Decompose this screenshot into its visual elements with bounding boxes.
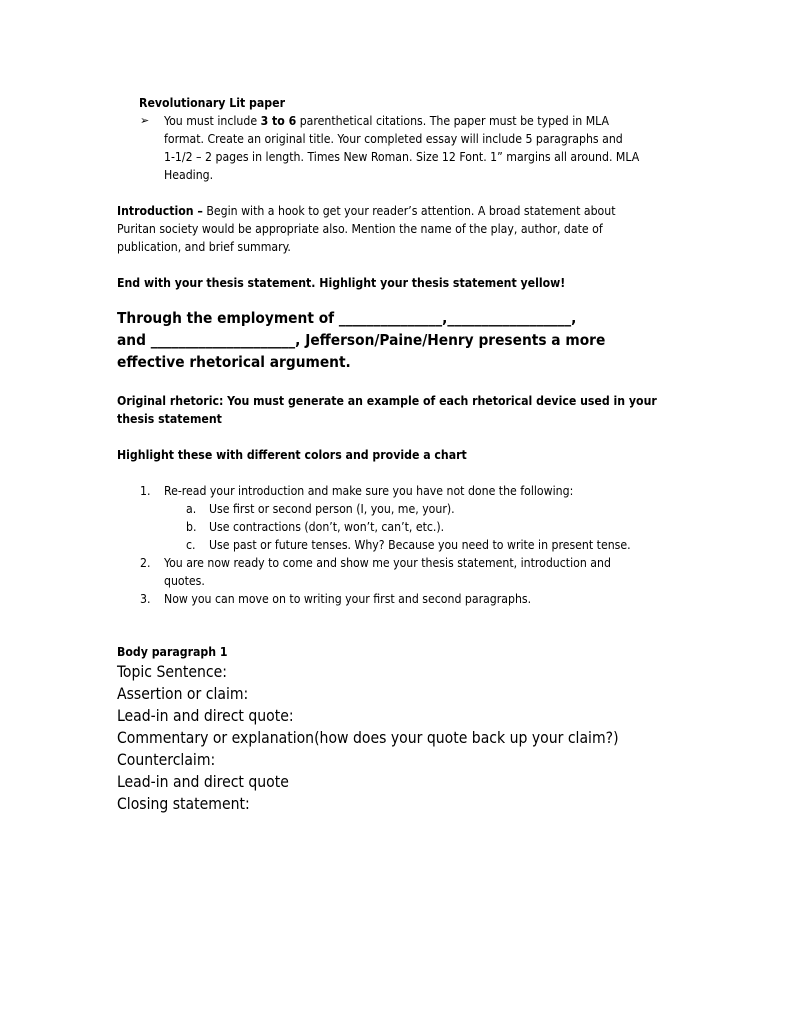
step-text-2-cont: quotes.: [164, 574, 205, 588]
original-rhetoric: [117, 392, 697, 428]
step-text-1: Re-read your introduction and make sure you have not done the following:: [164, 484, 574, 498]
introduction-line-2: Puritan society would be appropriate also. Mention the name of the play, author, date of: [117, 222, 603, 236]
highlight-instruction: Highlight these with different colors and provide a chart: [117, 448, 467, 462]
original-rhetoric-line-1: Original rhetoric: You must generate an example of each rhetorical device used in your: [117, 394, 657, 408]
outline-topic-sentence: Topic Sentence:: [117, 663, 228, 681]
step-text-3: Now you can move on to writing your first and second paragraphs.: [164, 592, 532, 606]
thesis-line-3: effective rhetorical argument.: [117, 353, 351, 371]
requirements-text-2: parenthetical citations. The paper must be typed in MLA: [296, 114, 610, 128]
introduction-block: [117, 202, 697, 256]
introduction-line-1: [117, 202, 697, 220]
substep-letter-a: a.: [186, 502, 197, 516]
requirements-block: [164, 112, 704, 184]
step-text-2: You are now ready to come and show me your thesis statement, introduction and: [164, 556, 611, 570]
introduction-label: Introduction –: [117, 204, 203, 218]
original-rhetoric-line-2: thesis statement: [117, 412, 222, 426]
document-title: Revolutionary Lit paper: [139, 96, 285, 110]
substep-text-b: Use contractions (don’t, won’t, can’t, etc.).: [209, 520, 445, 534]
arrow-bullet-icon: ➢: [140, 114, 150, 127]
requirements-text: You must include: [164, 114, 261, 128]
thesis-instruction: End with your thesis statement. Highlight your thesis statement yellow!: [117, 276, 566, 290]
outline-counterclaim: Counterclaim:: [117, 751, 216, 769]
introduction-line-3: publication, and brief summary.: [117, 240, 291, 254]
requirements-line-2: format. Create an original title. Your completed essay will include 5 paragraphs and: [164, 132, 623, 146]
thesis-line-1: Through the employment of _______________,__________________,: [117, 309, 577, 327]
citation-count: 3 to 6: [260, 114, 297, 128]
substep-text-a: Use first or second person (I, you, me, your).: [209, 502, 455, 516]
outline-assertion: Assertion or claim:: [117, 685, 249, 703]
step-number-1: 1.: [140, 484, 151, 498]
step-number-2: 2.: [140, 556, 151, 570]
thesis-line-2: and _____________________, Jefferson/Paine/Henry presents a more: [117, 331, 606, 349]
introduction-text: Begin with a hook to get your reader’s attention. A broad statement about: [202, 204, 616, 218]
requirements-line-3: 1-1/2 – 2 pages in length. Times New Roman. Size 12 Font. 1” margins all around. MLA: [164, 150, 640, 164]
outline-lead-in-quote-2: Lead-in and direct quote: [117, 773, 289, 791]
thesis-template: [117, 307, 687, 373]
body-paragraph-title: Body paragraph 1: [117, 645, 228, 659]
requirements-line-1: [164, 112, 704, 130]
step-number-3: 3.: [140, 592, 151, 606]
outline-lead-in-quote: Lead-in and direct quote:: [117, 707, 294, 725]
substep-text-c: Use past or future tenses. Why? Because you need to write in present tense.: [209, 538, 631, 552]
outline-closing-statement: Closing statement:: [117, 795, 250, 813]
body-paragraph-outline: [117, 661, 717, 815]
outline-commentary: Commentary or explanation(how does your quote back up your claim?): [117, 729, 619, 747]
substep-letter-c: c.: [186, 538, 196, 552]
substep-letter-b: b.: [186, 520, 197, 534]
requirements-line-4: Heading.: [164, 168, 214, 182]
